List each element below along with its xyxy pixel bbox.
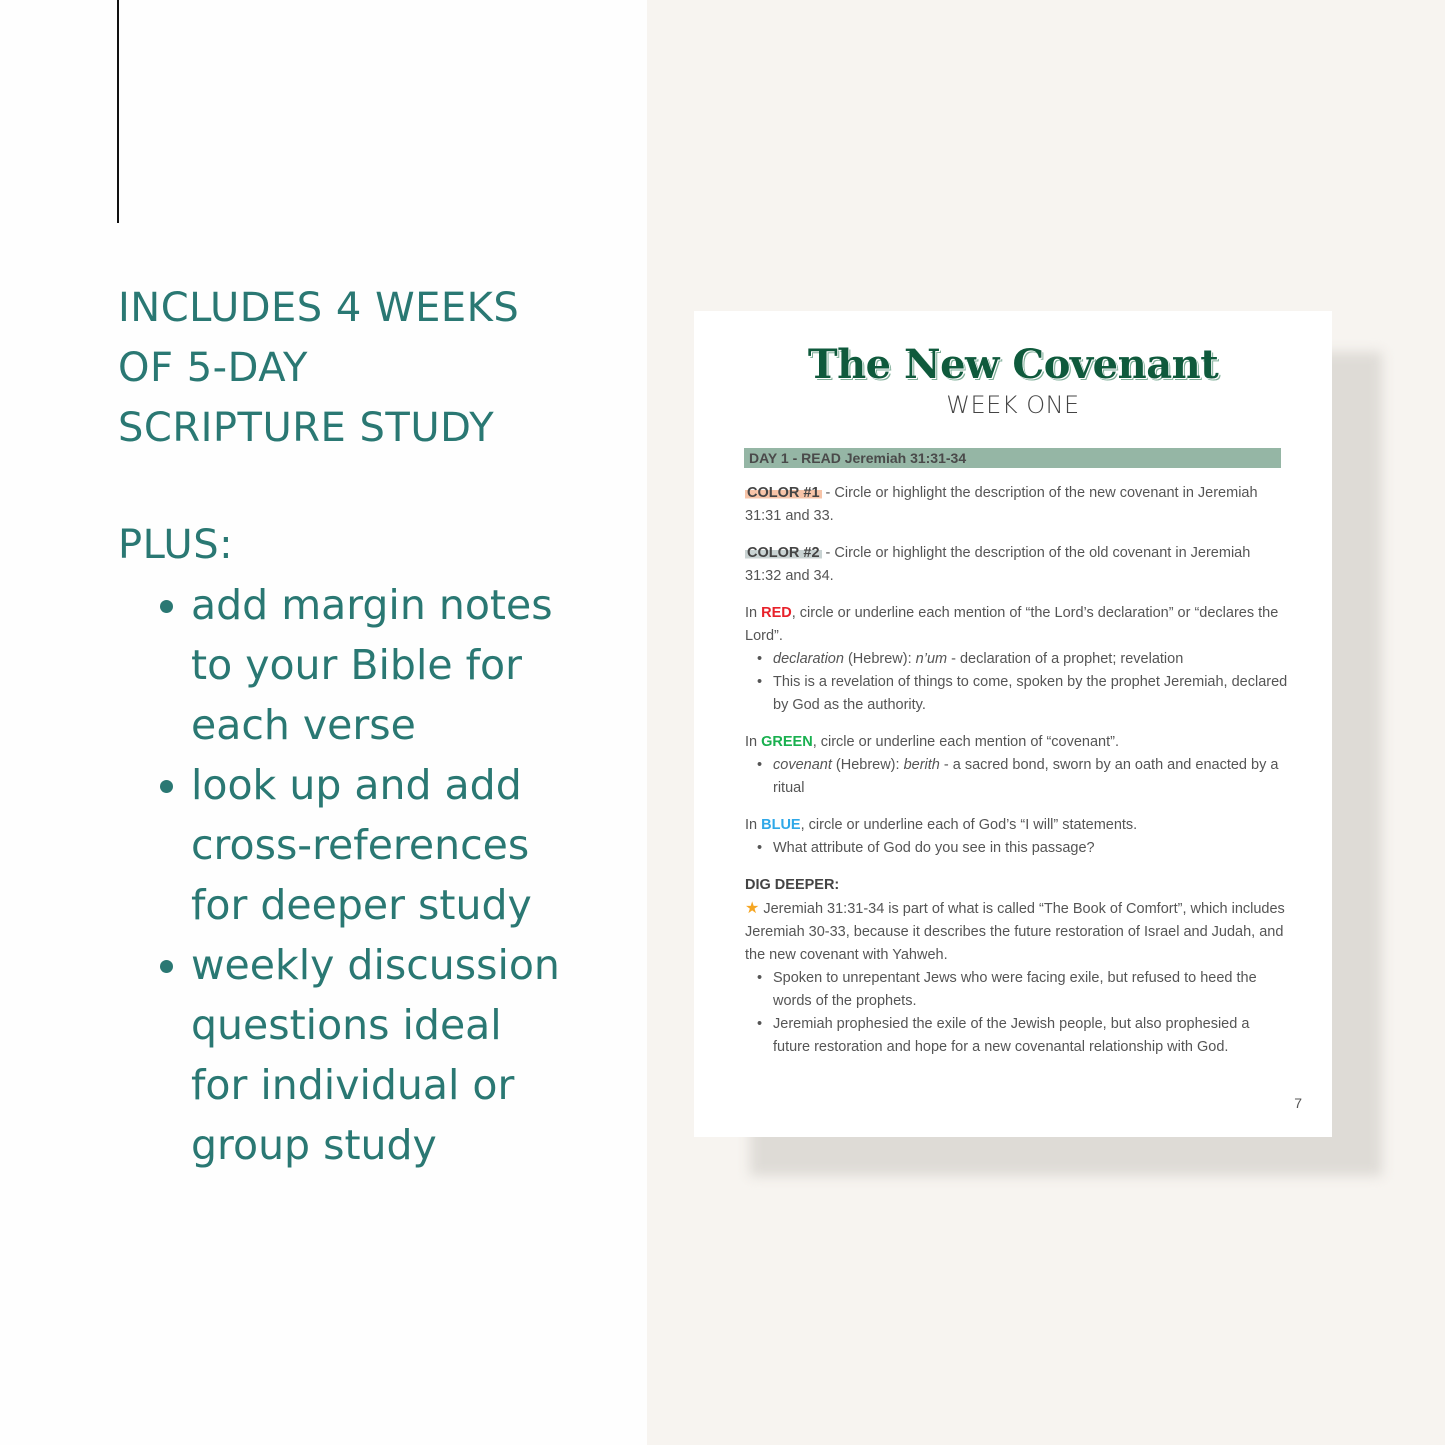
color1-instruction [745, 482, 1290, 528]
bullet-icon [160, 780, 173, 793]
term: declaration [773, 651, 844, 667]
left-panel [0, 0, 647, 1445]
feature-line: questions ideal [191, 1001, 502, 1049]
term-mid: (Hebrew): [831, 757, 904, 773]
color2-text: - Circle or highlight the description of the old covenant in Jeremiah 31:32 and 34. [745, 545, 1251, 584]
blue-keyword: BLUE [761, 817, 801, 833]
feature-line: for deeper study [191, 881, 532, 929]
dig-deeper-label: DIG DEEPER: [745, 877, 840, 893]
color2-label: COLOR #2 [747, 545, 820, 561]
feature-line: each verse [191, 701, 416, 749]
headline-line: OF 5-DAY [118, 345, 308, 391]
blue-text: , circle or underline each of God’s “I will” statements. [800, 817, 1138, 833]
hebrew-word: n’um [915, 651, 948, 667]
green-section [745, 731, 1290, 800]
color1-label: COLOR #1 [747, 485, 820, 501]
definition: - declaration of a prophet; revelation [947, 651, 1184, 667]
headline [118, 278, 519, 458]
star-icon: ★ [745, 900, 760, 917]
green-text: , circle or underline each mention of “covenant”. [812, 734, 1119, 750]
prefix: In [745, 605, 762, 621]
list-item [745, 648, 1290, 671]
decorative-vertical-line [117, 0, 119, 223]
page-subtitle: WEEK ONE [946, 391, 1080, 419]
feature-line: add margin notes [191, 581, 553, 629]
feature-item [160, 935, 600, 1175]
page-title: The New Covenant [807, 341, 1219, 388]
study-page-preview [694, 311, 1332, 1137]
bullet-icon [160, 960, 173, 973]
red-keyword: RED [761, 605, 792, 621]
feature-line: to your Bible for [191, 641, 522, 689]
plus-label: PLUS: [118, 522, 234, 568]
feature-line: group study [191, 1121, 437, 1169]
definition: - a sacred bond, sworn by an oath and enacted by a ritual [773, 757, 1279, 796]
red-section [745, 602, 1290, 717]
feature-line: look up and add [191, 761, 522, 809]
term: covenant [773, 757, 832, 773]
list-item: • This is a revelation of things to come, spoken by the prophet Jeremiah, declared by God as the authority. [745, 671, 1290, 717]
blue-section [745, 814, 1290, 860]
dig-deeper-section [745, 874, 1290, 1059]
red-text: , circle or underline each mention of “the Lord’s declaration” or “declares the Lord”. [745, 605, 1279, 644]
term-mid: (Hebrew): [843, 651, 916, 667]
color2-instruction [745, 542, 1290, 588]
green-keyword: GREEN [761, 734, 813, 750]
feature-item [160, 755, 600, 935]
feature-item [160, 575, 600, 755]
feature-line: for individual or [191, 1061, 515, 1109]
prefix: In [745, 734, 762, 750]
page-number: 7 [1294, 1095, 1302, 1111]
list-item [745, 754, 1290, 800]
hebrew-word: berith [903, 757, 940, 773]
feature-list [160, 575, 600, 1175]
feature-line: weekly discussion [191, 941, 560, 989]
feature-line: cross-references [191, 821, 530, 869]
prefix: In [745, 817, 762, 833]
headline-line: INCLUDES 4 WEEKS [118, 285, 520, 331]
page-content [745, 482, 1290, 1073]
color1-text: - Circle or highlight the description of the new covenant in Jeremiah 31:31 and 33. [745, 485, 1258, 524]
list-item: • Jeremiah prophesied the exile of the Jewish people, but also prophesied a future restoration and hope for a new covenantal relationship with God. [745, 1013, 1290, 1059]
list-item: • What attribute of God do you see in this passage? [745, 837, 1290, 860]
day-heading-bar: DAY 1 - READ Jeremiah 31:31-34 [744, 448, 1281, 468]
list-item: • Spoken to unrepentant Jews who were facing exile, but refused to heed the words of the prophets. [745, 967, 1290, 1013]
headline-line: SCRIPTURE STUDY [118, 405, 495, 451]
bullet-icon [160, 600, 173, 613]
dig-deeper-text: Jeremiah 31:31-34 is part of what is called “The Book of Comfort”, which includes Jeremiah 30-33, because it describes the future restoration of Israel and Judah, and the new covenant with Yahweh. [745, 901, 1285, 963]
